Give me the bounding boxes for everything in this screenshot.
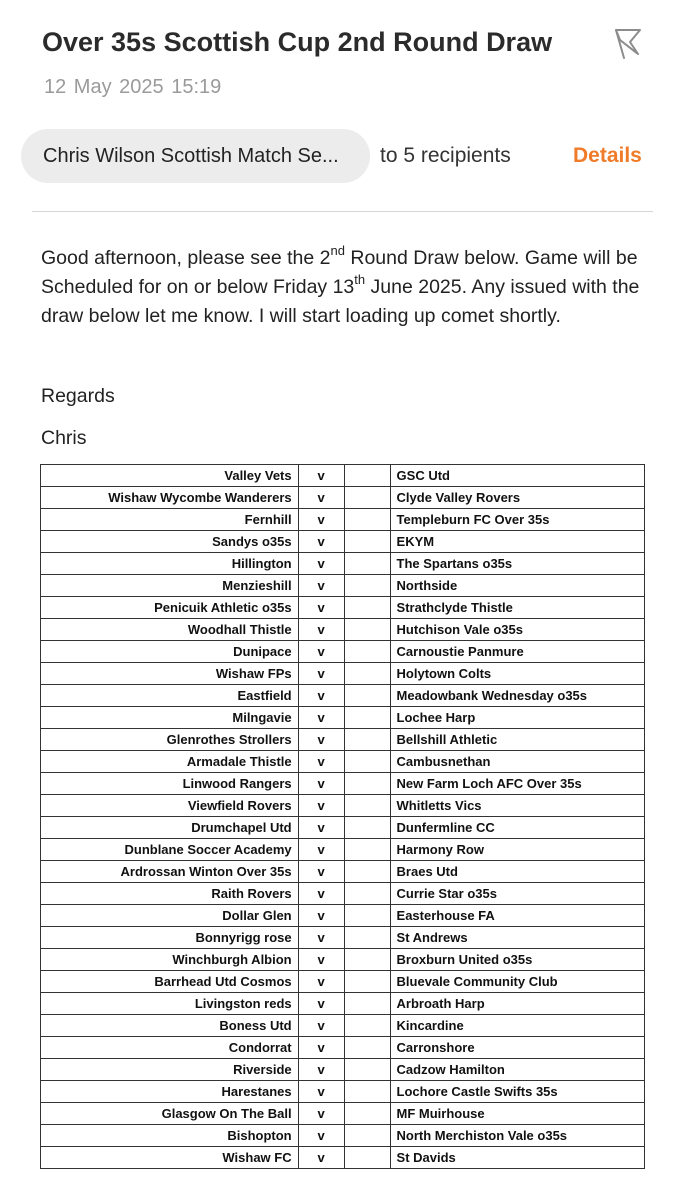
away-team-cell: Carronshore <box>390 1037 644 1059</box>
empty-cell <box>344 883 390 905</box>
table-row <box>41 949 645 971</box>
away-team-cell: Strathclyde Thistle <box>390 597 644 619</box>
table-row <box>41 553 645 575</box>
home-team-cell: Condorrat <box>41 1037 299 1059</box>
versus-cell: v <box>298 1059 344 1081</box>
home-team-cell: Barrhead Utd Cosmos <box>41 971 299 993</box>
home-team-cell: Boness Utd <box>41 1015 299 1037</box>
versus-cell: v <box>298 1125 344 1147</box>
table-row <box>41 817 645 839</box>
table-row <box>41 773 645 795</box>
empty-cell <box>344 465 390 487</box>
regards-text: Regards <box>41 385 115 407</box>
home-team-cell: Dollar Glen <box>41 905 299 927</box>
away-team-cell: Easterhouse FA <box>390 905 644 927</box>
away-team-cell: Templeburn FC Over 35s <box>390 509 644 531</box>
home-team-cell: Sandys o35s <box>41 531 299 553</box>
away-team-cell: Broxburn United o35s <box>390 949 644 971</box>
versus-cell: v <box>298 685 344 707</box>
away-team-cell: Bluevale Community Club <box>390 971 644 993</box>
away-team-cell: Northside <box>390 575 644 597</box>
away-team-cell: Meadowbank Wednesday o35s <box>390 685 644 707</box>
body-text-part: Good afternoon, please see the 2 <box>41 247 331 269</box>
empty-cell <box>344 971 390 993</box>
empty-cell <box>344 707 390 729</box>
versus-cell: v <box>298 575 344 597</box>
empty-cell <box>344 1037 390 1059</box>
empty-cell <box>344 1103 390 1125</box>
home-team-cell: Bishopton <box>41 1125 299 1147</box>
versus-cell: v <box>298 883 344 905</box>
versus-cell: v <box>298 553 344 575</box>
versus-cell: v <box>298 905 344 927</box>
table-row <box>41 971 645 993</box>
table-row <box>41 795 645 817</box>
table-row <box>41 707 645 729</box>
versus-cell: v <box>298 993 344 1015</box>
table-row <box>41 663 645 685</box>
empty-cell <box>344 531 390 553</box>
home-team-cell: Harestanes <box>41 1081 299 1103</box>
home-team-cell: Wishaw FC <box>41 1147 299 1169</box>
home-team-cell: Dunblane Soccer Academy <box>41 839 299 861</box>
away-team-cell: Lochee Harp <box>390 707 644 729</box>
versus-cell: v <box>298 509 344 531</box>
home-team-cell: Wishaw FPs <box>41 663 299 685</box>
away-team-cell: St Davids <box>390 1147 644 1169</box>
empty-cell <box>344 619 390 641</box>
signoff-text: Chris <box>41 427 87 449</box>
empty-cell <box>344 905 390 927</box>
empty-cell <box>344 641 390 663</box>
empty-cell <box>344 509 390 531</box>
versus-cell: v <box>298 597 344 619</box>
flag-outline-icon <box>608 24 648 64</box>
versus-cell: v <box>298 949 344 971</box>
empty-cell <box>344 1147 390 1169</box>
home-team-cell: Valley Vets <box>41 465 299 487</box>
body-text-part: June 2025. Any issued with the draw below let me know. I will start loading up comet shortly. <box>41 276 640 327</box>
versus-cell: v <box>298 1147 344 1169</box>
away-team-cell: Kincardine <box>390 1015 644 1037</box>
versus-cell: v <box>298 817 344 839</box>
ordinal-suffix: nd <box>330 242 345 258</box>
away-team-cell: EKYM <box>390 531 644 553</box>
empty-cell <box>344 773 390 795</box>
away-team-cell: MF Muirhouse <box>390 1103 644 1125</box>
table-row <box>41 1081 645 1103</box>
empty-cell <box>344 861 390 883</box>
table-row <box>41 487 645 509</box>
table-row <box>41 619 645 641</box>
empty-cell <box>344 663 390 685</box>
empty-cell <box>344 729 390 751</box>
away-team-cell: The Spartans o35s <box>390 553 644 575</box>
empty-cell <box>344 817 390 839</box>
home-team-cell: Penicuik Athletic o35s <box>41 597 299 619</box>
away-team-cell: Cadzow Hamilton <box>390 1059 644 1081</box>
details-button[interactable]: Details <box>573 144 642 167</box>
empty-cell <box>344 1059 390 1081</box>
table-row <box>41 575 645 597</box>
away-team-cell: Whitletts Vics <box>390 795 644 817</box>
home-team-cell: Armadale Thistle <box>41 751 299 773</box>
away-team-cell: Braes Utd <box>390 861 644 883</box>
away-team-cell: Arbroath Harp <box>390 993 644 1015</box>
home-team-cell: Viewfield Rovers <box>41 795 299 817</box>
away-team-cell: Lochore Castle Swifts 35s <box>390 1081 644 1103</box>
home-team-cell: Wishaw Wycombe Wanderers <box>41 487 299 509</box>
away-team-cell: Bellshill Athletic <box>390 729 644 751</box>
table-row <box>41 1103 645 1125</box>
away-team-cell: Hutchison Vale o35s <box>390 619 644 641</box>
empty-cell <box>344 1015 390 1037</box>
empty-cell <box>344 487 390 509</box>
empty-cell <box>344 949 390 971</box>
away-team-cell: Clyde Valley Rovers <box>390 487 644 509</box>
versus-cell: v <box>298 531 344 553</box>
away-team-cell: GSC Utd <box>390 465 644 487</box>
home-team-cell: Raith Rovers <box>41 883 299 905</box>
versus-cell: v <box>298 707 344 729</box>
versus-cell: v <box>298 773 344 795</box>
versus-cell: v <box>298 619 344 641</box>
empty-cell <box>344 839 390 861</box>
versus-cell: v <box>298 839 344 861</box>
flag-icon[interactable] <box>608 24 648 64</box>
versus-cell: v <box>298 1103 344 1125</box>
table-row <box>41 1147 645 1169</box>
table-row <box>41 927 645 949</box>
home-team-cell: Fernhill <box>41 509 299 531</box>
versus-cell: v <box>298 487 344 509</box>
home-team-cell: Hillington <box>41 553 299 575</box>
empty-cell <box>344 1125 390 1147</box>
empty-cell <box>344 993 390 1015</box>
table-row <box>41 685 645 707</box>
away-team-cell: Dunfermline CC <box>390 817 644 839</box>
away-team-cell: New Farm Loch AFC Over 35s <box>390 773 644 795</box>
home-team-cell: Linwood Rangers <box>41 773 299 795</box>
empty-cell <box>344 685 390 707</box>
versus-cell: v <box>298 751 344 773</box>
home-team-cell: Glenrothes Strollers <box>41 729 299 751</box>
email-date: 12 May 2025 15:19 <box>44 76 222 98</box>
versus-cell: v <box>298 641 344 663</box>
away-team-cell: Holytown Colts <box>390 663 644 685</box>
away-team-cell: Harmony Row <box>390 839 644 861</box>
away-team-cell: Cambusnethan <box>390 751 644 773</box>
fixtures-table-body <box>41 465 645 1169</box>
empty-cell <box>344 1081 390 1103</box>
table-row <box>41 839 645 861</box>
versus-cell: v <box>298 1081 344 1103</box>
email-subject: Over 35s Scottish Cup 2nd Round Draw <box>42 27 553 57</box>
empty-cell <box>344 597 390 619</box>
home-team-cell: Livingston reds <box>41 993 299 1015</box>
home-team-cell: Ardrossan Winton Over 35s <box>41 861 299 883</box>
table-row <box>41 729 645 751</box>
table-row <box>41 641 645 663</box>
sender-chip[interactable]: Chris Wilson Scottish Match Se... <box>21 129 370 183</box>
empty-cell <box>344 751 390 773</box>
versus-cell: v <box>298 1037 344 1059</box>
home-team-cell: Dunipace <box>41 641 299 663</box>
versus-cell: v <box>298 729 344 751</box>
empty-cell <box>344 575 390 597</box>
email-body-paragraph <box>41 244 651 331</box>
table-row <box>41 993 645 1015</box>
body-text-part: Round Draw below. Game will be Scheduled for on or below Friday 13 <box>41 247 638 298</box>
home-team-cell: Menzieshill <box>41 575 299 597</box>
versus-cell: v <box>298 971 344 993</box>
table-row <box>41 509 645 531</box>
home-team-cell: Riverside <box>41 1059 299 1081</box>
empty-cell <box>344 927 390 949</box>
table-row <box>41 597 645 619</box>
away-team-cell: North Merchiston Vale o35s <box>390 1125 644 1147</box>
away-team-cell: St Andrews <box>390 927 644 949</box>
versus-cell: v <box>298 795 344 817</box>
home-team-cell: Eastfield <box>41 685 299 707</box>
table-row <box>41 1037 645 1059</box>
home-team-cell: Glasgow On The Ball <box>41 1103 299 1125</box>
table-row <box>41 861 645 883</box>
home-team-cell: Milngavie <box>41 707 299 729</box>
header-divider <box>32 211 653 212</box>
versus-cell: v <box>298 663 344 685</box>
ordinal-suffix: th <box>354 271 366 287</box>
home-team-cell: Drumchapel Utd <box>41 817 299 839</box>
home-team-cell: Bonnyrigg rose <box>41 927 299 949</box>
versus-cell: v <box>298 1015 344 1037</box>
empty-cell <box>344 553 390 575</box>
versus-cell: v <box>298 465 344 487</box>
empty-cell <box>344 795 390 817</box>
away-team-cell: Currie Star o35s <box>390 883 644 905</box>
table-row <box>41 465 645 487</box>
fixtures-table <box>40 464 645 1169</box>
table-row <box>41 1015 645 1037</box>
table-row <box>41 1059 645 1081</box>
versus-cell: v <box>298 927 344 949</box>
table-row <box>41 905 645 927</box>
versus-cell: v <box>298 861 344 883</box>
table-row <box>41 883 645 905</box>
table-row <box>41 531 645 553</box>
recipients-label: to 5 recipients <box>380 144 511 167</box>
table-row <box>41 751 645 773</box>
away-team-cell: Carnoustie Panmure <box>390 641 644 663</box>
table-row <box>41 1125 645 1147</box>
home-team-cell: Winchburgh Albion <box>41 949 299 971</box>
home-team-cell: Woodhall Thistle <box>41 619 299 641</box>
